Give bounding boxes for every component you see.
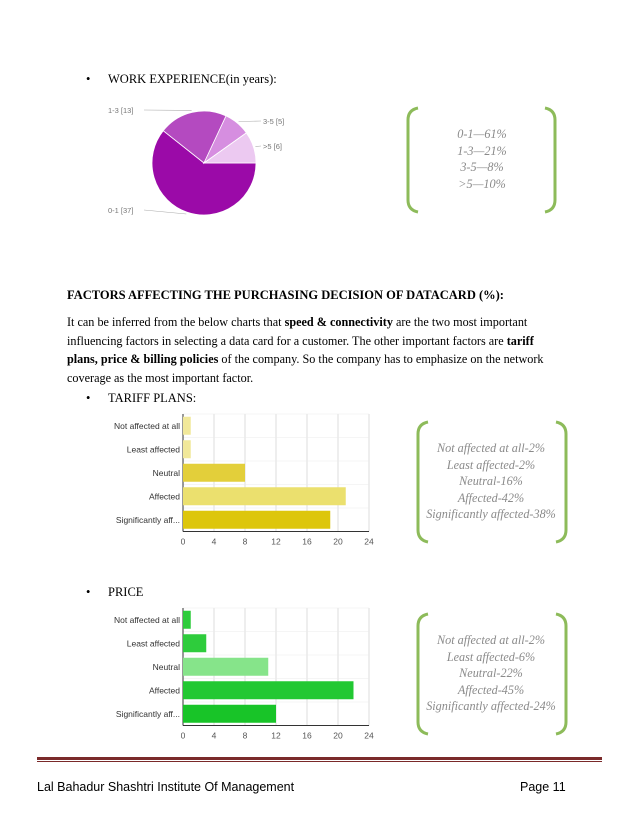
x-tick-label: 12 <box>271 730 281 741</box>
bar <box>183 511 330 529</box>
factors-paragraph <box>67 313 567 387</box>
para-text: of the company. So the company has to emphasize on the network coverage as the most important factor. <box>67 352 544 385</box>
category-label: Least affected <box>126 638 180 649</box>
note-line: Not affected at all-2% <box>437 441 545 455</box>
category-label: Affected <box>148 491 180 502</box>
para-text: are the two most important influencing factors in selecting a data card for a customer. The other important factors are <box>67 315 528 348</box>
x-tick-label: 0 <box>180 536 186 547</box>
footer-institute: Lal Bahadur Shashtri Institute Of Management <box>37 780 295 794</box>
bar <box>183 681 354 699</box>
note-line: 3-5—8% <box>460 160 504 174</box>
x-tick-label: 16 <box>302 730 312 741</box>
bar <box>183 611 191 629</box>
category-label: Significantly aff... <box>115 514 180 525</box>
bullet-icon: • <box>86 72 91 86</box>
note-line: Neutral-22% <box>459 666 523 680</box>
x-tick-label: 16 <box>302 536 312 547</box>
category-label: Least affected <box>126 444 180 455</box>
x-tick-label: 4 <box>211 730 217 741</box>
x-tick-label: 20 <box>333 730 343 741</box>
work-experience-pie-chart <box>100 100 300 225</box>
note-line: Affected-45% <box>457 682 525 697</box>
tariff-bar-chart <box>95 410 385 550</box>
pie-label: 3-5 [5] <box>263 117 285 126</box>
category-label: Significantly aff... <box>115 708 180 719</box>
bar <box>183 464 245 482</box>
price-note <box>420 632 562 715</box>
pie-leader-line <box>239 121 261 122</box>
x-tick-label: 4 <box>211 536 217 547</box>
note-line: >5—10% <box>458 176 506 191</box>
pie-label: 0-1 [37] <box>108 206 134 215</box>
pie-label: 1-3 [13] <box>108 106 134 115</box>
category-label: Not affected at all <box>114 614 180 625</box>
work-experience-note <box>420 126 544 192</box>
note-line: 1-3—21% <box>457 143 507 158</box>
note-line: Least affected-2% <box>446 457 536 472</box>
note-line: Least affected-6% <box>446 649 536 664</box>
x-tick-label: 24 <box>364 730 374 741</box>
category-label: Neutral <box>152 661 180 672</box>
x-tick-label: 8 <box>242 730 248 741</box>
x-tick-label: 24 <box>364 536 374 547</box>
x-tick-label: 8 <box>242 536 248 547</box>
bar <box>183 487 346 505</box>
category-label: Not affected at all <box>114 420 180 431</box>
work-experience-title: WORK EXPERIENCE(in years): <box>108 72 277 86</box>
para-text: It can be inferred from the below charts that <box>67 315 285 329</box>
note-line: Significantly affected-24% <box>426 699 556 713</box>
bullet-icon: • <box>86 585 91 599</box>
factors-heading: FACTORS AFFECTING THE PURCHASING DECISION OF DATACARD (%): <box>67 288 504 302</box>
footer-page-number: Page 11 <box>520 780 566 794</box>
x-tick-label: 0 <box>180 730 186 741</box>
note-line: Neutral-16% <box>459 474 523 488</box>
note-line: Affected-42% <box>457 490 525 505</box>
tariff-note <box>420 440 562 523</box>
price-title: PRICE <box>108 585 144 599</box>
price-bar-chart <box>95 604 385 744</box>
footer-rule-thin <box>37 761 602 762</box>
bar <box>183 440 191 458</box>
category-label: Affected <box>148 685 180 696</box>
note-line: Not affected at all-2% <box>437 633 545 647</box>
bar <box>183 634 206 652</box>
footer-rule <box>37 757 602 760</box>
tariff-title: TARIFF PLANS: <box>108 391 197 405</box>
para-bold: speed & connectivity <box>284 315 393 329</box>
bar <box>183 658 268 676</box>
bar <box>183 417 191 435</box>
pie-leader-line <box>255 146 261 147</box>
pie-leader-line <box>144 210 186 214</box>
category-label: Neutral <box>152 467 180 478</box>
pie-label: >5 [6] <box>263 142 282 151</box>
note-line: Significantly affected-38% <box>426 507 556 521</box>
bullet-icon: • <box>86 391 91 405</box>
note-line: 0-1—61% <box>457 127 507 141</box>
x-tick-label: 20 <box>333 536 343 547</box>
bar <box>183 705 276 723</box>
x-tick-label: 12 <box>271 536 281 547</box>
para-bold: tariff plans, price & billing policies <box>67 333 534 366</box>
